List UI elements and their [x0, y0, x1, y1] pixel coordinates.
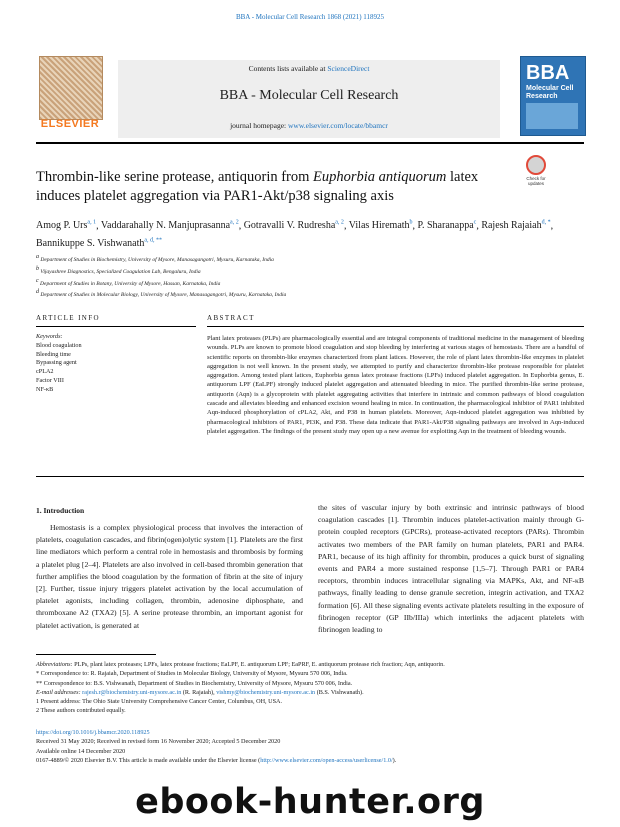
journal-cover-image	[520, 56, 586, 136]
article-info-heading: ARTICLE INFO	[36, 314, 101, 322]
license-line	[36, 756, 584, 765]
author-affiliation-marker[interactable]: a, 2	[230, 220, 239, 226]
author-affiliation-marker[interactable]: d, *	[541, 220, 551, 226]
keyword-item: Blood coagulation	[36, 341, 82, 349]
introduction-column-1: Hemostasis is a complex physiological process that involves the interaction of platelets, coagulation cascades, and fibrin(ogen)olytic system [1]. Platelets are the first line mediators which perform a central role in hemostasis and thrombosis by forming a platelet plug [2–4]. Platelets are also involved in cell-based thrombin generation that further amplifies the blood coagulation by the formation of fibrin at the site of injury [2]. Further, tissue injury triggers platelet activation by the local accumulation of platelet agonists, including collagen, thrombin, adenosine diphosphate, and thromboxane A2 (TXA2) [5]. A serine protease thrombin, an important agonist for platelet activation, is generated at	[36, 523, 303, 630]
tree-emblem-icon	[39, 56, 103, 120]
author-name: Bannikuppe S. Vishwanath	[36, 237, 145, 249]
author-affiliation-marker[interactable]: a, d, **	[144, 237, 163, 244]
check-updates-label: Check for updates	[526, 176, 546, 186]
correspondence-note-1: * Correspondence to: R. Rajaiah, Department of Studies in Molecular Biology, University of Mysore, Mysuru 570 006, India.	[36, 670, 348, 678]
author-entry[interactable]	[349, 220, 413, 231]
cover-title: BBA	[526, 62, 570, 84]
homepage-line	[118, 121, 500, 130]
equal-contribution-note: 2 These authors contributed equally.	[36, 707, 126, 715]
journal-title: BBA - Molecular Cell Research	[219, 88, 399, 103]
affiliation-text: Department of Studies in Botany, University of Mysore, Hassan, Karnataka, India	[40, 280, 221, 287]
affiliation-marker: c	[36, 277, 39, 284]
keyword-item: cPLA2	[36, 368, 54, 376]
affiliation-item	[36, 253, 584, 265]
abbreviations-text: PLPs, plant latex proteases; LPFs, latex protease fractions; EaLPF, E. antiquorum LPF; EaPRF, E. antiquorum protease rich fraction; Aqn, antiquorin.	[74, 661, 445, 668]
abbreviations-label: Abbreviations:	[36, 661, 73, 668]
author-name: Rajesh Rajaiah	[481, 220, 542, 232]
available-online-date: Available online 14 December 2020	[36, 747, 126, 755]
article-info-divider	[36, 326, 196, 327]
doi-link[interactable]: https://doi.org/10.1016/j.bbamcr.2020.118925	[36, 729, 150, 736]
author-name: Vaddarahally N. Manjuprasanna	[100, 220, 231, 232]
cover-graphic	[526, 103, 578, 129]
sciencedirect-link[interactable]: ScienceDirect	[327, 64, 370, 73]
affiliation-list	[36, 253, 584, 300]
keyword-item: NF-κB	[36, 385, 54, 393]
author-name: P. Sharanappa	[417, 220, 474, 232]
author-entry[interactable]	[481, 220, 550, 231]
keyword-item: Factor VIII	[36, 376, 64, 384]
affiliation-text: Vijayashree Diagnostics, Specialized Coagulation Lab, Bengaluru, India	[40, 268, 201, 275]
footnotes	[36, 660, 596, 716]
abstract-heading: ABSTRACT	[207, 314, 255, 322]
affiliation-item	[36, 265, 584, 277]
affiliation-marker: d	[36, 289, 39, 296]
email-owner-2: (B.S. Vishwanath).	[315, 688, 364, 696]
journal-reference[interactable]: BBA - Molecular Cell Research 1868 (2021) 118925	[235, 13, 385, 21]
abstract-bottom-divider	[36, 476, 584, 477]
keywords-label: Keywords:	[36, 333, 63, 340]
email-link-1[interactable]: rajesh.r@biochemistry.uni-mysore.ac.in	[82, 688, 182, 696]
author-affiliation-marker[interactable]: b	[409, 220, 413, 226]
check-updates-icon	[526, 155, 546, 175]
author-affiliation-marker[interactable]: c	[473, 220, 477, 226]
author-name: Vilas Hiremath	[348, 220, 410, 232]
email-label: E-mail addresses:	[36, 688, 81, 696]
author-entry[interactable]	[36, 238, 162, 249]
email-owner-1: (R. Rajaiah),	[181, 688, 217, 696]
publisher-name: ELSEVIER	[40, 118, 100, 130]
author-entry[interactable]	[418, 220, 477, 231]
introduction-column-2: the sites of vascular injury by both extrinsic and intrinsic pathways of blood coagulation cascades [1]. Thrombin induces platelet-activation mainly through G-protein coupled receptors (GPCRs), protease-activated receptors (PARs). Thrombin activates two members of the PAR family on human platelets, PAR1 and PAR4. PAR1, because of its high affinity for thrombin, produces a quick burst of signaling events and PAR4 a more sustained response [1,5–7]. Through PAR1 or PAR4 receptors, thrombin induces intracellular signaling via MAPKs, Akt, and NF-κB pathways, finally leading to dense granule secretion, integrin activation, and TXA2 formation [6]. All these signaling events activate platelets resulting in the exposure of fibrinogen receptor (GP IIb/IIIa) which interlinks the adjacent platelets with fibrinogen leading to	[318, 503, 584, 635]
keyword-list	[36, 342, 196, 395]
contents-line	[118, 64, 500, 73]
affiliation-text: Department of Studies in Molecular Biology, University of Mysore, Manasagangotri, Mysuru, Karnataka, India	[40, 292, 287, 299]
header-divider	[36, 142, 584, 144]
author-name: Amog P. Urs	[36, 220, 88, 232]
watermark-text: ebook-hunter.org	[135, 782, 485, 822]
affiliation-text: Department of Studies in Biochemistry, University of Mysore, Manasagangotri, Mysuru, Karnataka, India	[40, 256, 274, 263]
elsevier-logo	[34, 56, 106, 132]
author-list: Amog P. Urs$^{a, 1}$, Vaddarahally N. Manjuprasanna$^{a, 2}$, Gotravalli V. Rudresha$^{a, 2}$, Vilas Hiremath$^b$, P. Sharanappa$^c$, Rajesh Rajaiah$^{d, *}$, Bannikuppe S. Vishwanath$^{a, d, **}$	[36, 220, 554, 249]
author-entry[interactable]	[244, 220, 344, 231]
affiliation-item	[36, 288, 584, 300]
article-title	[36, 168, 506, 206]
keywords-block	[36, 333, 196, 395]
title-part-1: Thrombin-like serine protease, antiquorin from	[36, 169, 314, 185]
email-link-2[interactable]: vishmy@biochemistry.uni-mysore.ac.in	[216, 688, 316, 696]
license-suffix: ).	[392, 757, 397, 765]
author-affiliation-marker[interactable]: a, 1	[87, 220, 97, 226]
article-metadata	[36, 728, 584, 766]
license-prefix: 0167-4889/© 2020 Elsevier B.V. This article is made available under the Elsevier license (	[36, 757, 261, 765]
email-note	[36, 688, 596, 697]
license-link[interactable]: http://www.elsevier.com/open-access/userlicense/1.0/	[260, 757, 393, 765]
homepage-prefix: journal homepage:	[230, 121, 288, 130]
introduction-heading: 1. Introduction	[36, 506, 85, 515]
cover-subtitle: Molecular Cell Research	[526, 85, 574, 100]
abstract-text: Plant latex proteases (PLPs) are pharmacologically essential and are integral components of traditional medicine in the management of bleeding wounds. PLPs are known to promote blood coagulation and stop bleeding by interfering at various stages of hemostasis. There are a handful of scientific reports on thrombin-like enzymes characterized from plant latices. However, the role of plant latex thrombin-like enzymes in platelet aggregation is not well known. In the present study, we attempted to purify and characterize thrombin-like protease responsible for platelet aggregation. Among tested plant latices, Euphorbia genus latex protease fractions (LPFs) induced platelet aggregation. In Euphorbia genus, E. antiquorum LPF (EaLPF) strongly induced platelet aggregation and attenuated bleeding in mice. The purified thrombin-like serine protease, antiquorin (Aqn) is a glycoprotein with platelet aggregating activities that interfere in intrinsic and common pathways of blood coagulation cascade and alleviates bleeding and enhanced excision wound healing in mice. In continuation, the pharmacological inhibitor of PAR1 inhibited Aqn-induced phosphorylation of cPLA2, Akt, and P38 in human platelets. Moreover, Aqn-induced platelet aggregation was inhibited by pharmacological inhibitors of PAR1, PI3K, and P38. These data indicate that PAR1-Akt/P38 signaling pathways are involved in Aqn-induced platelet aggregation. The findings of the present study may open up a new avenue for exploiting Aqn in the treatment of bleeding wounds.	[207, 335, 584, 435]
affiliation-marker: b	[36, 265, 39, 272]
abstract-divider	[207, 326, 584, 327]
homepage-link[interactable]: www.elsevier.com/locate/bbamcr	[288, 121, 388, 130]
affiliation-marker: a	[36, 254, 39, 260]
author-entry[interactable]	[101, 220, 239, 231]
keyword-item: Bleeding time	[36, 350, 71, 358]
title-part-2: latex induces platelet aggregation via PAR1-Akt/p38 signaling axis	[36, 169, 479, 204]
author-name: Gotravalli V. Rudresha	[243, 220, 336, 232]
author-affiliation-marker[interactable]: a, 2	[335, 220, 344, 226]
received-dates: Received 31 May 2020; Received in revised form 16 November 2020; Accepted 5 December 2020	[36, 738, 281, 746]
title-species: Euphorbia antiquorum	[313, 169, 447, 185]
contents-prefix: Contents lists available at	[248, 64, 328, 73]
footnote-divider	[36, 654, 156, 655]
author-entry[interactable]	[36, 220, 96, 231]
affiliation-item	[36, 277, 584, 289]
present-address-note: 1 Present address: The Ohio State University Comprehensive Cancer Center, Columbus, OH, USA.	[36, 698, 283, 706]
correspondence-note-2: ** Correspondence to: B.S. Vishwanath, Department of Studies in Biochemistry, University of Mysore, Mysuru 570 006, India.	[36, 679, 353, 687]
check-for-updates-button[interactable]	[521, 155, 551, 187]
abbreviations-note	[36, 660, 596, 669]
keyword-item: Bypassing agent	[36, 359, 77, 367]
